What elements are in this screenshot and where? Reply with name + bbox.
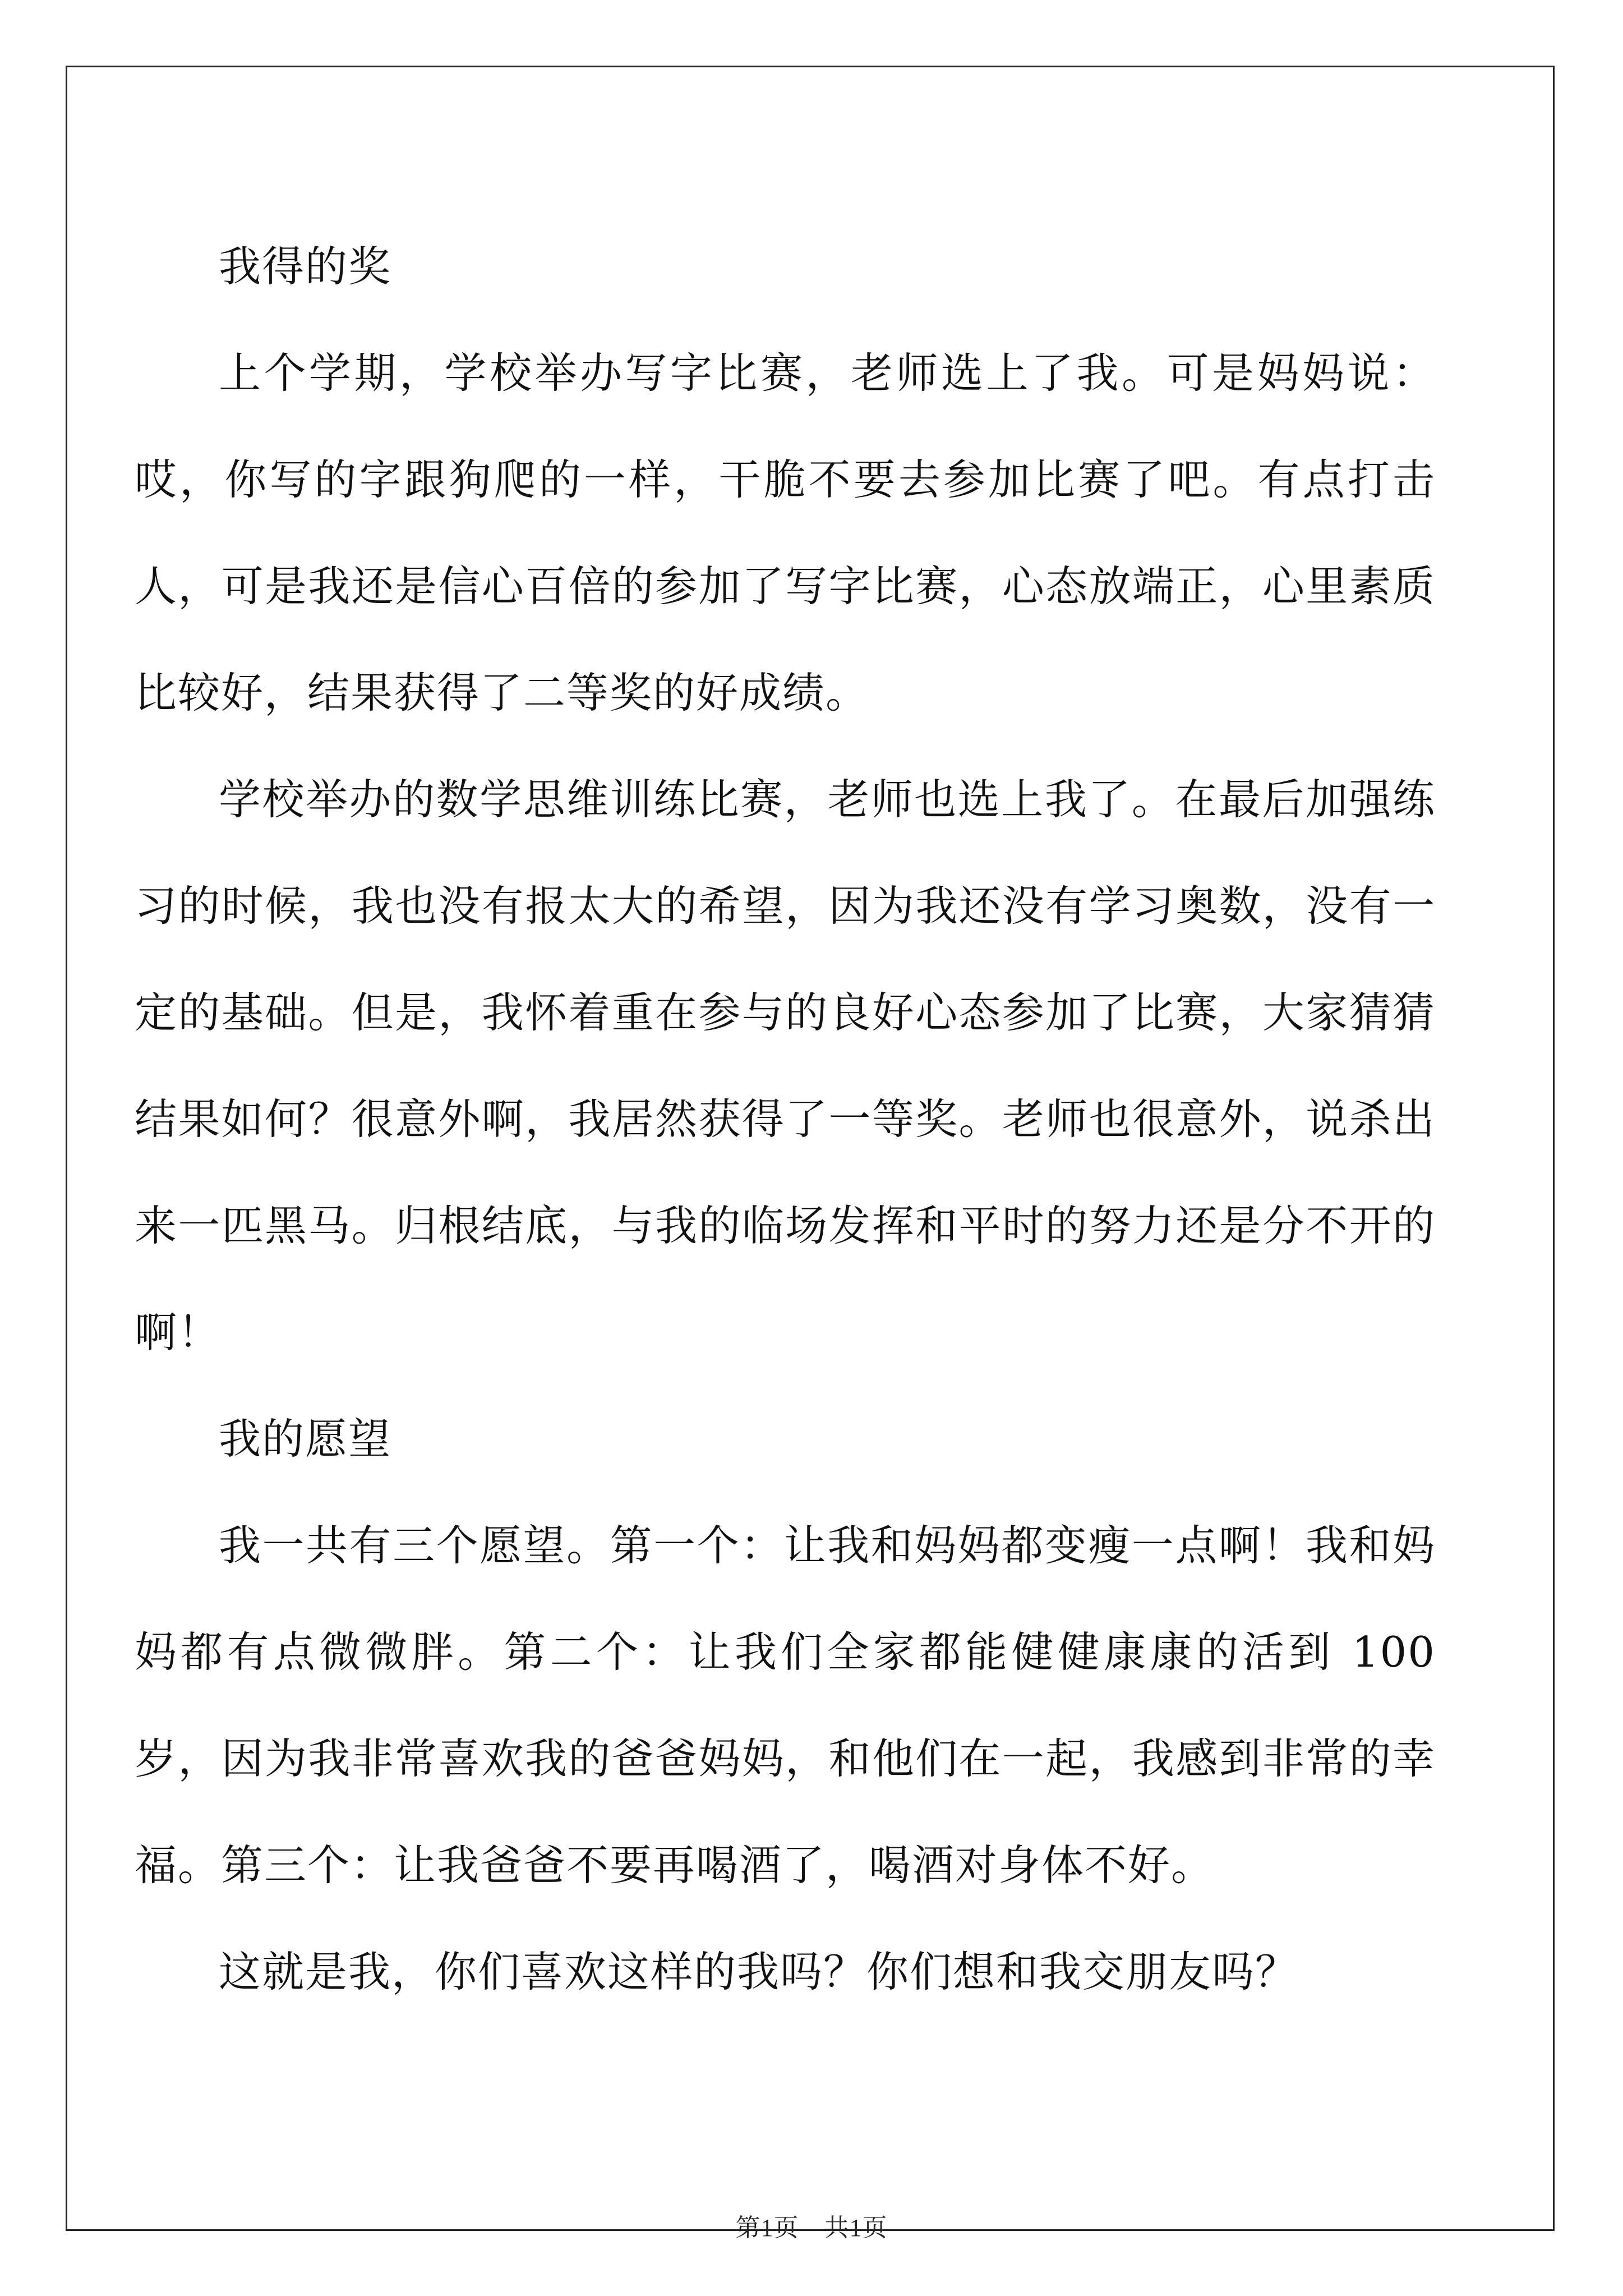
document-body xyxy=(135,213,1436,2025)
section-heading-wish: 我的愿望 xyxy=(219,1414,392,1464)
paragraph: 学校举办的数学思维训练比赛，老师也选上我了。在最后加强练习的时候，我也没有报太大的希望，因为我还没有学习奥数，没有一定的基础。但是，我怀着重在参与的良好心态参加了比赛，大家猜猜结果如何？很意外啊，我居然获得了一等奖。老师也很意外，说杀出来一匹黑马。归根结底，与我的临场发挥和平时的努力还是分不开的啊！ xyxy=(135,775,1436,1357)
paragraph: 这就是我，你们喜欢这样的我吗？你们想和我交朋友吗？ xyxy=(219,1947,1299,1996)
section-heading-award: 我得的奖 xyxy=(219,242,392,291)
page-footer: 第1页 共1页 xyxy=(735,2214,888,2242)
paragraph: 我一共有三个愿望。第一个：让我和妈妈都变瘦一点啊！我和妈妈都有点微微胖。第二个：让我们全家都能健健康康的活到 100 岁，因为我非常喜欢我的爸爸妈妈，和他们在一起，我感到非常的幸福。第三个：让我爸爸不要再喝酒了，喝酒对身体不好。 xyxy=(135,1521,1436,1890)
paragraph: 上个学期，学校举办写字比赛，老师选上了我。可是妈妈说：哎，你写的字跟狗爬的一样，干脆不要去参加比赛了吧。有点打击人，可是我还是信心百倍的参加了写字比赛，心态放端正，心里素质比较好，结果获得了二等奖的好成绩。 xyxy=(135,348,1436,717)
